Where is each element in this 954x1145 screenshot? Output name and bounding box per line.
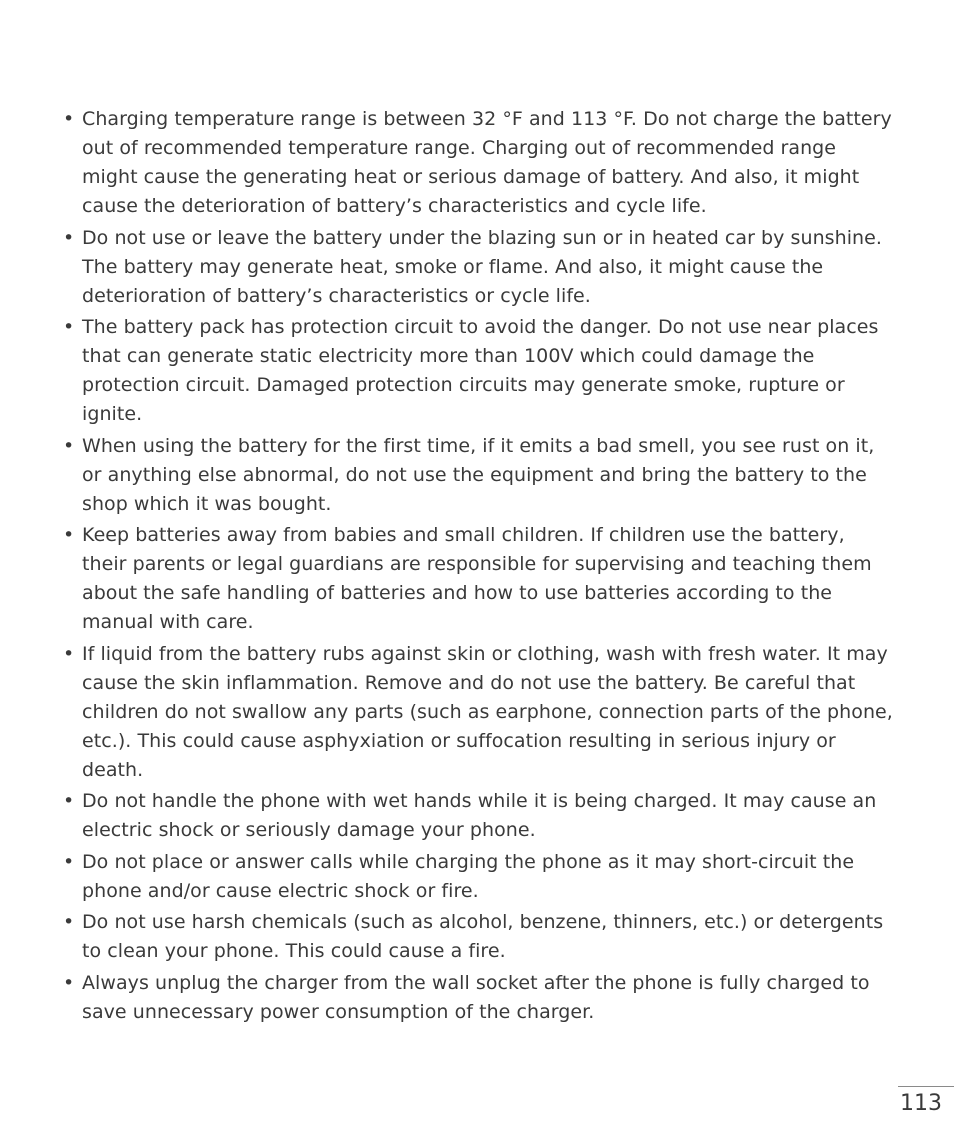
page-number-rule: [898, 1086, 954, 1087]
page-number: 113: [900, 1091, 942, 1116]
bullet-dot: •: [63, 226, 75, 249]
bullet-item-protection-circuit: [60, 313, 895, 429]
bullet-dot: •: [63, 971, 75, 994]
bullet-text: If liquid from the battery rubs against skin or clothing, wash with fresh water. It may cause the skin inflammation. Remove and do not use the battery. Be careful that children do not swallow any parts (such as earphone, connection parts of the phone, etc.). This could cause asphyxiation or suffocation resulting in serious injury or death.: [82, 642, 893, 781]
bullet-text: Always unplug the charger from the wall socket after the phone is fully charged to save unnecessary power consumption of the charger.: [82, 971, 870, 1023]
bullet-text: Do not handle the phone with wet hands while it is being charged. It may cause an electric shock or seriously damage your phone.: [82, 790, 877, 841]
bullet-dot: •: [63, 642, 75, 665]
bullet-text: Do not place or answer calls while charging the phone as it may short-circuit the phone and/or cause electric shock or fire.: [82, 850, 855, 902]
bullet-item-charging-temperature: [60, 105, 895, 221]
bullet-item-children: [60, 521, 895, 637]
bullet-text: Keep batteries away from babies and small children. If children use the battery, their parents or legal guardians are responsible for supervising and teaching them about the safe handling of batteries and how to use batteries according to the manual with care.: [82, 524, 872, 633]
bullet-dot: •: [63, 911, 75, 933]
bullet-text: Charging temperature range is between 32 °F and 113 °F. Do not charge the battery out of recommended temperature range. Charging out of recommended range might cause the generating heat or serious damage of battery. And also, it might cause the deterioration of battery’s characteristics and cycle life.: [82, 108, 892, 217]
bullet-text: The battery pack has protection circuit to avoid the danger. Do not use near places that can generate static electricity more than 100V which could damage the protection circuit. Damaged protection circuits may generate smoke, rupture or ignite.: [82, 316, 879, 425]
safety-bullet-list: [60, 105, 895, 1029]
bullet-item-liquid: [60, 640, 895, 785]
bullet-dot: •: [63, 524, 75, 546]
bullet-item-blazing-sun: [60, 224, 895, 311]
bullet-item-wet-hands: [60, 787, 895, 845]
bullet-dot: •: [63, 790, 75, 812]
bullet-item-harsh-chemicals: [60, 908, 895, 966]
bullet-dot: •: [63, 434, 75, 457]
bullet-text: Do not use or leave the battery under the blazing sun or in heated car by sunshine. The battery may generate heat, smoke or flame. And also, it might cause the deterioration of battery’s characteristics or cycle life.: [82, 226, 882, 307]
bullet-dot: •: [63, 108, 75, 130]
bullet-item-first-use: [60, 432, 895, 519]
bullet-text: When using the battery for the first time, if it emits a bad smell, you see rust on it, or anything else abnormal, do not use the equipment and bring the battery to the shop which it was bought.: [82, 434, 875, 515]
bullet-item-unplug-charger: [60, 969, 895, 1027]
bullet-dot: •: [63, 850, 75, 873]
bullet-dot: •: [63, 316, 75, 338]
bullet-text: Do not use harsh chemicals (such as alcohol, benzene, thinners, etc.) or detergents to clean your phone. This could cause a fire.: [82, 911, 884, 962]
bullet-item-calls-while-charging: [60, 848, 895, 906]
